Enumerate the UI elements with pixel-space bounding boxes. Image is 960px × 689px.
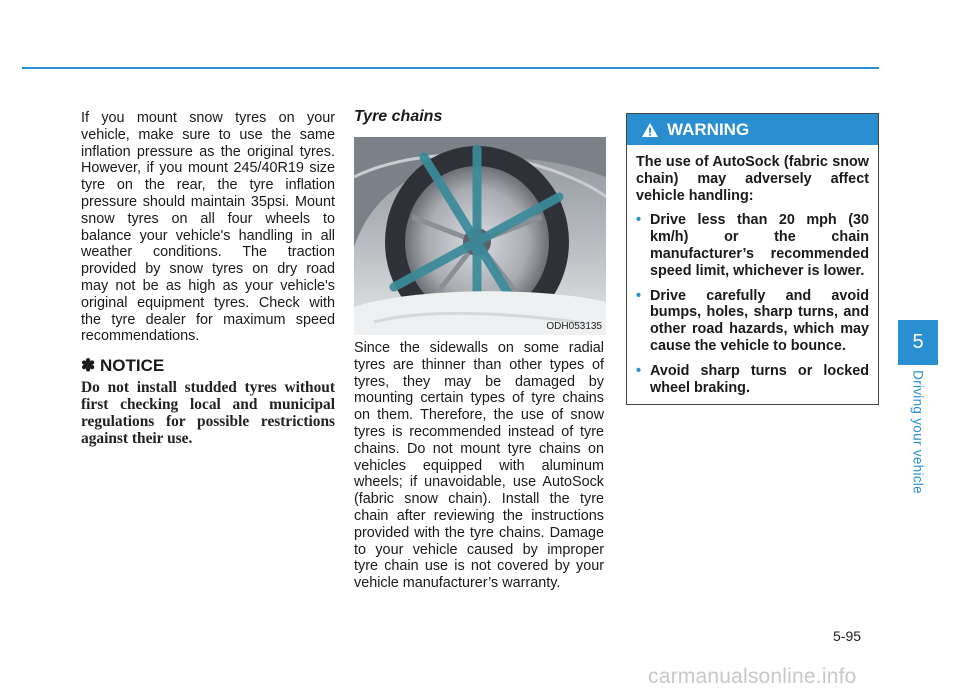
image-code: ODH053135 [546,321,602,332]
warning-header [627,114,878,145]
snow-tyre-paragraph: If you mount snow tyres on your vehicle, make sure to use the same inflation pressure as the original tyres. However, if you mount 245/40R19 size tyre on the rear, the tyre inflation pressure should maintain 35psi. Mount snow tyres on all four wheels to balance your vehicle's handling in all weather conditions. The traction provided by snow tyres on dry road may not be as high as your vehicle's original equipment tyres. Check with the tyre dealer for maximum speed recommendations. [81,110,335,345]
section-title-tyre-chains: Tyre chains [354,108,443,125]
warning-title: WARNING [667,119,750,139]
page-number: 5-95 [833,628,862,644]
warning-triangle-icon [641,122,659,138]
chapter-number-tab: 5 [898,320,938,365]
notice-body: Do not install studded tyres without first checking local and municipal regulations for possible restrictions against their use. [81,379,335,447]
warning-item: • Drive less than 20 mph (30 km/h) or the chain manufacturer’s recommended speed limit, whichever is lower. [636,212,869,279]
tyre-chains-paragraph: Since the sidewalls on some radial tyres are thinner than other types of tyres, they may be damaged by mounting certain types of tyre chains on them. Therefore, the use of snow tyres is recommended instead of tyre chains. Do not mount tyre chains on vehicles equipped with aluminum wheels; if unavoidable, use AutoSock (fabric snow chain). Install the tyre chain after reviewing the instructions provided with the tyre chains. Damage to your vehicle caused by improper tyre chain use is not covered by your vehicle manufacturer’s warranty. [354,340,604,592]
tyre-chain-photo [354,137,606,335]
bullet-icon: • [636,212,642,229]
wheel-with-autosock-illustration [354,137,606,335]
notice-title: ✽ NOTICE [81,356,165,375]
watermark: carmanualsonline.info [648,665,857,688]
warning-item: • Drive carefully and avoid bumps, holes, sharp turns, and other road hazards, which may cause the vehicle to bounce. [636,287,869,354]
bullet-icon: • [636,287,642,304]
warning-box [626,113,879,405]
bullet-icon: • [636,362,642,379]
warning-list [636,212,869,396]
header-rule [22,67,879,69]
warning-item: • Avoid sharp turns or locked wheel braking. [636,362,869,396]
chapter-label: Driving your vehicle [910,370,926,494]
warning-intro: The use of AutoSock (fabric snow chain) may adversely affect vehicle handling: [636,154,869,204]
